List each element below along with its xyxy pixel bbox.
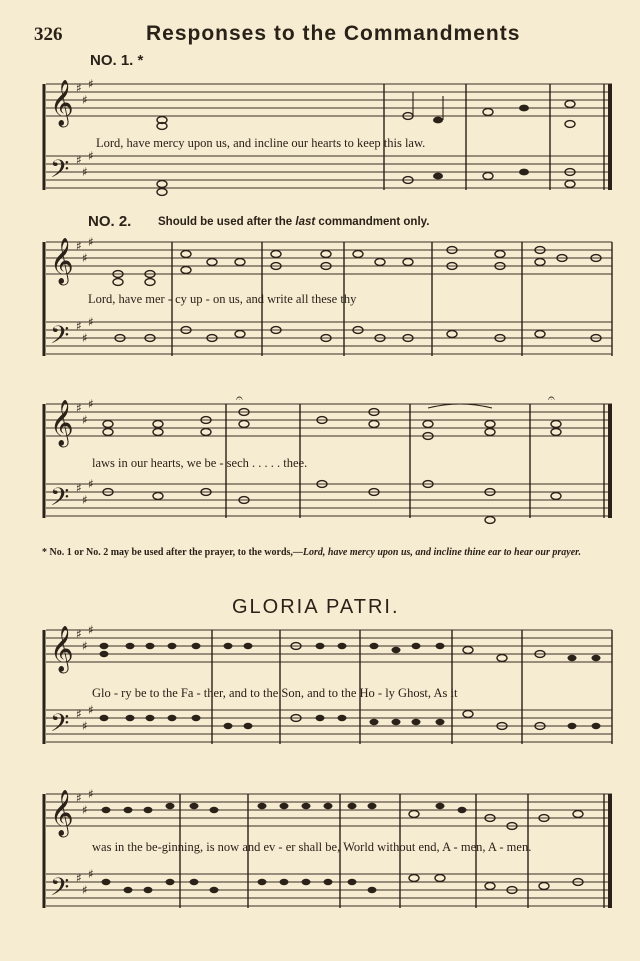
gloria-lyrics-line-1: Glo - ry be to the Fa - ther, and to the Son, and to the Ho - ly Ghost, As it bbox=[92, 686, 458, 700]
svg-text:♯: ♯ bbox=[82, 331, 88, 345]
svg-text:♯: ♯ bbox=[88, 77, 94, 91]
svg-text:𝄢: 𝄢 bbox=[50, 709, 70, 744]
svg-text:𝄞: 𝄞 bbox=[50, 400, 74, 446]
svg-text:𝄢: 𝄢 bbox=[50, 155, 70, 190]
svg-text:♯: ♯ bbox=[88, 703, 94, 717]
response-2-instruction-before: Should be used after the bbox=[158, 216, 293, 228]
svg-text:♯: ♯ bbox=[88, 787, 94, 801]
svg-text:♯: ♯ bbox=[82, 251, 88, 265]
svg-text:♯: ♯ bbox=[82, 719, 88, 733]
svg-text:𝄢: 𝄢 bbox=[50, 321, 70, 356]
svg-text:𝄢: 𝄢 bbox=[50, 873, 70, 908]
svg-text:♯: ♯ bbox=[76, 319, 82, 333]
response-2-lyrics-line-2: laws in our hearts, we be - sech . . . . . thee. bbox=[92, 456, 308, 470]
svg-text:♯: ♯ bbox=[82, 93, 88, 107]
response-2-lyrics-line-1: Lord, have mer - cy up - on us, and write all these thy bbox=[88, 292, 357, 306]
svg-text:♯: ♯ bbox=[76, 707, 82, 721]
svg-text:♯: ♯ bbox=[76, 791, 82, 805]
svg-text:♯: ♯ bbox=[88, 315, 94, 329]
svg-text:♯: ♯ bbox=[82, 413, 88, 427]
response-1-label: NO. 1. * bbox=[90, 52, 144, 69]
response-2-instruction bbox=[158, 216, 429, 228]
svg-text:𝄐: 𝄐 bbox=[548, 396, 555, 405]
gloria-lyrics-line-2: was in the be-ginning, is now and ev - er shall be, World without end, A - men, A - men. bbox=[92, 840, 532, 854]
response-1-lyrics: Lord, have mercy upon us, and incline our hearts to keep this law. bbox=[96, 136, 426, 150]
footnote-quote: Lord, have mercy upon us, and incline thine ear to hear our prayer. bbox=[302, 547, 581, 558]
svg-text:♯: ♯ bbox=[82, 803, 88, 817]
svg-text:♯: ♯ bbox=[76, 239, 82, 253]
footnote bbox=[42, 546, 616, 559]
svg-text:♯: ♯ bbox=[76, 153, 82, 167]
svg-text:𝄢: 𝄢 bbox=[50, 483, 70, 518]
svg-text:♯: ♯ bbox=[82, 883, 88, 897]
page-header bbox=[0, 14, 640, 54]
svg-text:𝄐: 𝄐 bbox=[236, 396, 243, 405]
svg-text:♯: ♯ bbox=[88, 477, 94, 491]
svg-text:♯: ♯ bbox=[82, 493, 88, 507]
svg-text:𝄞: 𝄞 bbox=[50, 790, 74, 836]
svg-text:♯: ♯ bbox=[88, 623, 94, 637]
svg-text:♯: ♯ bbox=[82, 639, 88, 653]
response-2-instruction-after: commandment only. bbox=[318, 216, 430, 228]
svg-text:♯: ♯ bbox=[76, 871, 82, 885]
svg-text:♯: ♯ bbox=[88, 235, 94, 249]
response-2-instruction-emphasis: last bbox=[295, 216, 316, 228]
svg-text:♯: ♯ bbox=[82, 165, 88, 179]
svg-text:𝄞: 𝄞 bbox=[50, 80, 74, 126]
svg-text:𝄞: 𝄞 bbox=[50, 626, 74, 672]
page-number: 326 bbox=[34, 24, 63, 45]
svg-text:♯: ♯ bbox=[76, 81, 82, 95]
svg-text:♯: ♯ bbox=[88, 149, 94, 163]
response-2-label: NO. 2. bbox=[88, 213, 132, 230]
svg-text:♯: ♯ bbox=[76, 627, 82, 641]
svg-text:♯: ♯ bbox=[88, 397, 94, 411]
page-title: Responses to the Commandments bbox=[146, 22, 521, 45]
svg-text:𝄞: 𝄞 bbox=[50, 238, 74, 284]
svg-text:♯: ♯ bbox=[76, 401, 82, 415]
svg-text:♯: ♯ bbox=[88, 867, 94, 881]
svg-text:♯: ♯ bbox=[76, 481, 82, 495]
gloria-patri-title: GLORIA PATRI. bbox=[232, 596, 400, 618]
footnote-text: * No. 1 or No. 2 may be used after the prayer, to the words,— bbox=[42, 547, 303, 558]
